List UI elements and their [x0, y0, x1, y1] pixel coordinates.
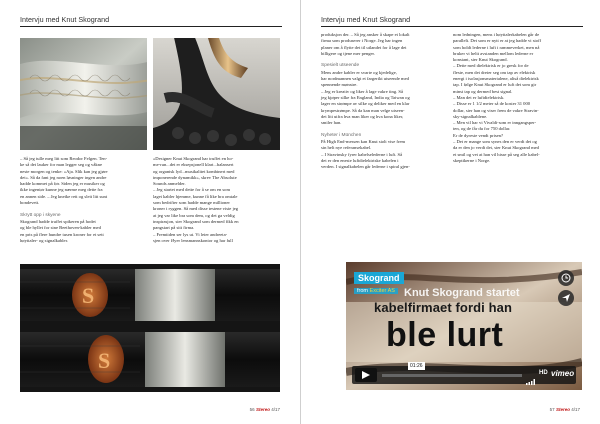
text-line: bondevett. — [20, 200, 40, 206]
text-line: – Man det er luftdielektrisk. — [453, 94, 505, 100]
text-line: Mens andre kabler er svarte og kjedelige, — [321, 69, 397, 75]
body-column-1 — [321, 32, 447, 171]
subheading: Skrytt opp i skyene — [20, 212, 61, 218]
running-head: Intervju med Knut Skogrand — [20, 15, 110, 24]
text-line: – Fremtiden ser lys ut. Vi leier andreeta- — [153, 231, 228, 237]
text-line: – Så jeg tulle meg litt som Reodor Felgen. Ten- — [20, 156, 108, 161]
text-line: «Designer Knut Skogrand har truffet en ho- — [153, 156, 234, 161]
text-line: bruker vi heltt avstanden mellom lederne er — [453, 50, 534, 56]
svg-text:S: S — [82, 283, 95, 308]
vimeo-logo[interactable]: vimeo — [551, 369, 575, 378]
text-line: pangstart på sitt firma. — [153, 225, 195, 231]
text-line: energi i isolasjonsmaterialene, altså dielektrisk — [453, 76, 539, 82]
text-line: tap. I følge Knut Skogrand er luft det som gir — [453, 82, 537, 88]
text-line: Er de dyreste vendt prisen? — [453, 132, 504, 138]
right-page — [300, 0, 600, 424]
text-line: og ble hyllet for sine Beethoven-kabler med — [20, 225, 101, 231]
subheading: Spesielt utseende — [321, 63, 360, 69]
text-line: – Jeg startet med dette for å se om en som — [153, 187, 231, 193]
text-line: spennende mønstre. — [321, 82, 358, 88]
text-line: hadde kommet på før. Siden jeg er musiker og — [20, 181, 105, 187]
text-line: krympestrømpe. Så da kan man velge utseen- — [321, 107, 405, 113]
text-line: ke så det lauker for man legger seg og våkne — [20, 162, 103, 168]
video-player[interactable] — [346, 262, 582, 390]
share-icon[interactable] — [558, 290, 574, 306]
byline-author[interactable]: Exciter AS — [369, 288, 395, 294]
video-duration: 01:26 — [410, 363, 423, 369]
text-line: sin helt nye referansekabel. — [321, 145, 372, 151]
text-line: inspirasjon, sier Skogrand som dermed fikk en — [153, 218, 239, 224]
video-title-line-1: Knut Skogrand startet — [404, 287, 520, 299]
text-line: som holdt lederne i luft i rammeverket, men nå — [453, 44, 540, 50]
text-line: dollar, sier han og viser frem de vakre Stravin- — [453, 107, 539, 113]
text-line: Skogrand hadde truffet spikeren på hodet — [20, 218, 96, 224]
svg-text:S: S — [98, 348, 111, 373]
text-line: som bedrifter som hadde mange millioner — [153, 200, 230, 206]
text-line: at jeg var like bra som dem, og det ga veldig — [153, 212, 235, 218]
text-line: – Jeg er kreativ og liker å lage vakre ting. Så — [321, 88, 404, 94]
text-line: laget kabler hjemme, kunne få like bra omtale — [153, 193, 238, 199]
text-line: produksjon der. – Så jeg ansker å skape et lokalt — [321, 32, 410, 37]
text-line: planer om å flytte det til utlandet for å lage det — [321, 44, 407, 50]
issue-number: 4/17 — [271, 407, 280, 412]
text-line: en pris på flere hundre tusen kroner for et sett — [20, 231, 104, 237]
text-line: neste morgen og tenke: «Aja. Slik kan jeg gjøre — [20, 168, 108, 174]
volume-icon[interactable] — [526, 372, 536, 378]
text-line: høyttaler- og signalkabler. — [20, 237, 69, 243]
text-line: verden. I signalkabelen går lederne i spiral gjen- — [321, 164, 410, 170]
cable-photo-logo — [20, 264, 280, 392]
text-line: sky-signalkablene. — [453, 113, 488, 119]
text-line: ten, og de får du for 750 dollar. — [453, 126, 511, 132]
running-head: Intervju med Knut Skogrand — [321, 15, 411, 24]
cable-photo-black — [153, 38, 280, 150]
text-line: – Dette med dielektrisk er jo gresk for de — [453, 63, 529, 69]
text-line: firma som produserer i Norge. Jeg har ingen — [321, 38, 403, 44]
body-column-2 — [153, 156, 283, 244]
text-line: – Disse er 1 1/2 meter så de koster 31 000 — [453, 101, 531, 107]
text-line: – Det er mange som synes den er verdt det og — [453, 139, 537, 145]
text-line: – Men vil har vi Vivaldi-som er inngangsper- — [453, 120, 537, 126]
text-line: lager en strømpe av silke og deliker med en klar — [321, 101, 410, 107]
text-line: konstant, sier Knut Skogrand. — [453, 57, 508, 63]
page-folio — [550, 407, 580, 412]
header-rule — [321, 26, 583, 27]
text-line: det er den eneste luftdielektriske kabelen i — [321, 157, 399, 163]
text-line: det litt utfra hva man liker og hva kona liker, — [321, 113, 404, 119]
text-line: en annen side. – Jeg kneike rett og sleit litt sunt — [20, 193, 108, 199]
text-line: me-run...det er eksepsjonell klart...balansert — [153, 162, 234, 168]
cable-photo-silver — [20, 38, 147, 150]
text-line: kroner i ryggen. Så med disse testene viste jeg — [153, 206, 239, 212]
magazine-brand: Stereo — [555, 407, 570, 412]
page-number: 56 — [249, 407, 255, 412]
text-line: ikke ingeniør kunne jeg nærme meg dette fra — [20, 187, 103, 193]
text-line: billigere og tjene mer penger. — [321, 50, 375, 56]
progress-track[interactable] — [382, 363, 522, 377]
video-title-line-2: kabelfirmaet fordi han — [374, 300, 513, 315]
text-line: smiler han. — [321, 120, 342, 126]
page-folio — [250, 407, 280, 412]
hd-button[interactable]: HD — [539, 370, 548, 376]
text-line: har nordmannen valgt et fargerikt utseende med — [321, 76, 409, 82]
play-icon[interactable] — [355, 368, 377, 382]
issue-number: 4/17 — [571, 407, 580, 412]
text-line: sjen over Øyer lensmannskontor og har full — [153, 237, 233, 243]
channel-badge[interactable]: Skogrand — [354, 272, 404, 284]
text-line: da er den jo verdt det, sier Knut Skogrand med — [453, 145, 539, 151]
text-line: imponerende dynamikk», skrev The Absolute — [153, 174, 237, 180]
subheading: Nyheter i München — [321, 132, 362, 138]
body-column-1 — [20, 156, 147, 244]
text-line: det». Så da fant jeg noen løsninger ingen andre — [20, 174, 107, 180]
text-line: På High End-messen kan Knut stolt vise frem — [321, 139, 406, 145]
player-controls — [352, 363, 576, 384]
header-rule — [20, 26, 282, 27]
text-line: minst tap og dermed best signal. — [453, 88, 513, 94]
text-line: skeptikerne i Norge. — [453, 157, 491, 163]
text-line: og organisk lyd...musikalitet kombinert med — [153, 168, 235, 174]
byline-prefix: from — [357, 288, 368, 294]
text-line: jeg kjøper silke fra England, India og Taiwan og — [321, 94, 410, 100]
video-byline[interactable] — [354, 288, 398, 294]
text-line: parallelt. Det som er nytt er at jeg hadde vi stoff — [453, 38, 542, 44]
video-title-line-3: ble lurt — [386, 316, 504, 354]
magazine-brand: Stereo — [255, 407, 270, 412]
text-line: Sounds anmelder. — [153, 181, 186, 187]
text-line: fleste, men det dreier seg om tap av elektrisk — [453, 69, 536, 75]
text-line: – I Stravinsky fyrer kabelselederne i luft. Så — [321, 151, 403, 157]
body-column-2 — [453, 32, 583, 164]
text-line: et smil og vet at han vil hisse på seg alle kabel- — [453, 151, 540, 157]
clock-icon[interactable] — [558, 270, 574, 286]
page-number: 57 — [549, 407, 555, 412]
text-line: nom ledningen, mens i høyttalerkabelen går de — [453, 32, 540, 37]
